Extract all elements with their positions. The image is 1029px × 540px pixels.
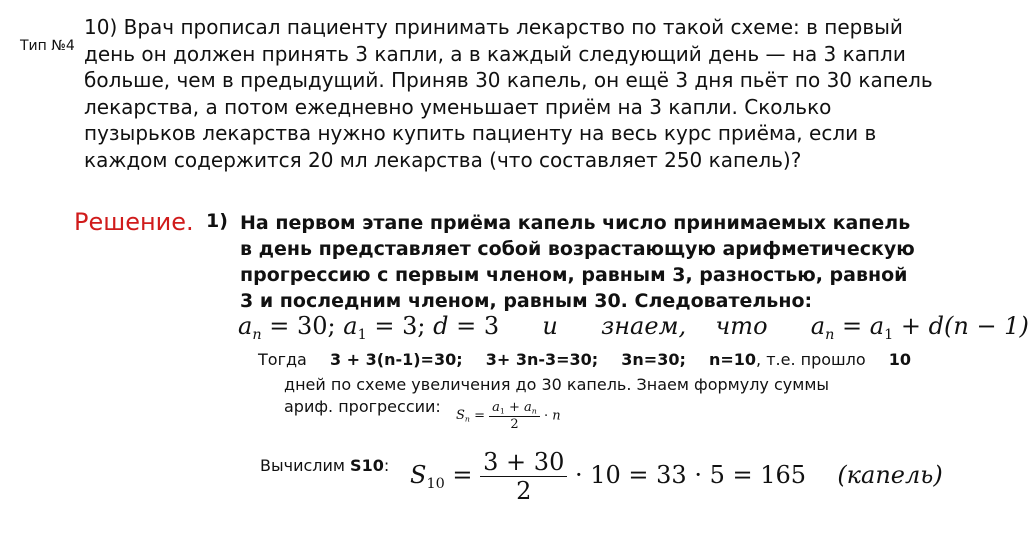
equation-2: 3+ 3n-3=30; — [485, 350, 599, 369]
days-line: дней по схеме увеличения до 30 капель. Знаем формулу суммы — [284, 375, 830, 394]
rhs-tail: + d(n − 1) — [900, 312, 1029, 340]
step-text: На первом этапе приёма капель число принимаемых капель в день представляет собой возрастающую арифметическую прогрессию с первым членом, равным 3, разностью, равной 3 и последним членом, равным 30. Следовательно: — [240, 212, 915, 312]
type-label: Тип №4 — [20, 38, 75, 54]
fraction-denominator: 2 — [516, 477, 532, 505]
know-word: знаем, — [601, 312, 687, 340]
calculate-label: Вычислим S10: — [260, 456, 390, 475]
sum-formula: $S_n$ = $\frac{a_1 + a_n}{2}$ · n — [456, 400, 561, 432]
then-word: Тогда — [258, 350, 307, 369]
calculation-formula: $S_{10}$ = $\frac{3 + 30}{2}$ · 10 = 33 · 5 = 165 (капель) — [410, 448, 943, 505]
s10-label: S10 — [350, 456, 384, 475]
unit-label: (капель) — [837, 461, 943, 489]
step-number: 1) — [206, 210, 228, 232]
that-word: что — [715, 312, 768, 340]
and-word: и — [542, 312, 558, 340]
a1-equals: = 3; — [374, 312, 426, 340]
calculation-rest: · 10 = 33 · 5 = 165 — [574, 461, 807, 489]
d-equals: = 3 — [456, 312, 500, 340]
solution-title: Решение. — [74, 208, 194, 236]
days-count: 10 — [888, 350, 912, 369]
fraction-numerator: 3 + 30 — [480, 448, 567, 477]
equation-4: n=10 — [708, 350, 757, 369]
passed-text: , т.е. прошло — [756, 350, 866, 369]
then-line — [258, 350, 911, 369]
equation-1: 3 + 3(n-1)=30; — [329, 350, 463, 369]
sum-formula-label: ариф. прогрессии: — [284, 397, 441, 416]
equation-3: 3n=30; — [621, 350, 686, 369]
problem-statement: 10) Врач прописал пациенту принимать лекарство по такой схеме: в первый день он должен принять 3 капли, а в каждый следующий день — на 3 капли больше, чем в предыдущий. Приняв 30 капель, он ещё 3 дня пьёт по 30 капель лекарства, а потом ежедневно уменьшает приём на 3 капли. Сколько пузырьков лекарства нужно купить пациенту на весь курс приёма, если в каждом содержится 20 мл лекарства (что составляет 250 капель)? — [84, 15, 933, 172]
an-equals: = 30; — [269, 312, 336, 340]
progression-formula: $a_n = 30$; $a_1 = 3$; d = 3 и знаем, что $a_n = a_1 + d(n - 1)$ — [238, 312, 1029, 344]
